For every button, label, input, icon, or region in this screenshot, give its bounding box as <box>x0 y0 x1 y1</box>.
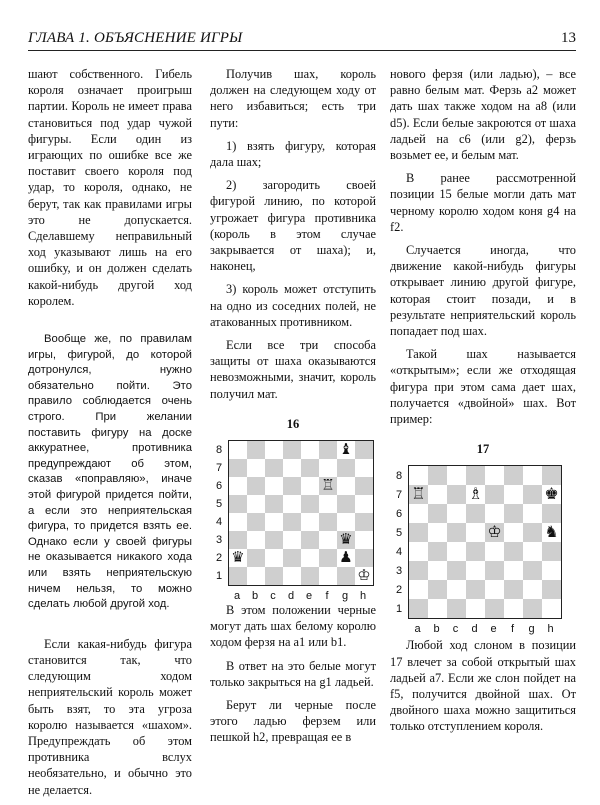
chess-board <box>396 465 566 637</box>
file-label: a <box>414 623 421 636</box>
diagram-number: 17 <box>476 442 490 457</box>
file-label: e <box>490 623 497 636</box>
rank-label: 3 <box>396 564 403 577</box>
board-square <box>355 531 373 549</box>
board-square <box>485 466 504 485</box>
board-square <box>485 504 504 523</box>
board-square <box>466 523 485 542</box>
board-square <box>523 466 542 485</box>
board-square <box>265 459 283 477</box>
board-square <box>319 513 337 531</box>
board-square <box>337 513 355 531</box>
board-square <box>247 549 265 567</box>
rank-label: 6 <box>216 480 223 493</box>
rank-label: 7 <box>216 462 223 475</box>
board-square <box>428 504 447 523</box>
file-label: b <box>251 590 259 603</box>
paragraph: Случается иногда, что движение какой-нибудь фигуры открывает линию другой фигуре, которая стоит позади, и в результате неприятельский король попадает под шах. <box>390 243 576 339</box>
board-square <box>355 477 373 495</box>
board-square <box>466 599 485 618</box>
board-square <box>337 459 355 477</box>
board-square <box>523 523 542 542</box>
board-square <box>428 599 447 618</box>
file-label: f <box>325 590 329 603</box>
board-square <box>504 561 523 580</box>
rank-label: 8 <box>216 444 223 457</box>
board-square <box>283 531 301 549</box>
board-square <box>355 495 373 513</box>
rank-label: 2 <box>396 583 403 596</box>
board-square <box>301 513 319 531</box>
rank-label: 2 <box>216 552 223 565</box>
chess-piece: ♛ <box>231 548 245 567</box>
board-grid <box>408 465 562 619</box>
board-square <box>247 441 265 459</box>
board-square <box>504 466 523 485</box>
board-square <box>542 580 561 599</box>
rank-label: 5 <box>216 498 223 511</box>
board-square <box>409 466 428 485</box>
board-square <box>301 477 319 495</box>
board-square <box>319 549 337 567</box>
board-grid <box>228 440 374 586</box>
chess-piece: ♟ <box>339 548 353 567</box>
board-square <box>428 485 447 504</box>
board-square <box>485 599 504 618</box>
board-square <box>301 495 319 513</box>
file-label: d <box>471 623 478 636</box>
board-square <box>337 477 355 495</box>
chess-board <box>216 440 376 602</box>
board-square <box>447 485 466 504</box>
board-square <box>265 441 283 459</box>
chess-piece: ♔ <box>357 566 371 585</box>
chapter-title: ГЛАВА 1. ОБЪЯСНЕНИЕ ИГРЫ <box>28 30 243 46</box>
file-label: c <box>270 590 276 603</box>
paragraph: Получив шах, король должен на следующем ходу от него избавиться; есть три пути: <box>210 67 376 130</box>
board-square <box>523 599 542 618</box>
board-square <box>542 561 561 580</box>
board-square <box>247 513 265 531</box>
file-label: b <box>433 623 440 636</box>
board-square <box>265 477 283 495</box>
board-square <box>409 599 428 618</box>
board-square <box>504 504 523 523</box>
board-square <box>523 485 542 504</box>
board-square <box>283 567 301 585</box>
file-label: d <box>287 590 295 603</box>
board-square <box>504 580 523 599</box>
paragraph: Такой шах называется «открытым»; если же отходящая фигура при этом сама дает шах, получается «двойной» шах. Вот пример: <box>390 347 576 427</box>
board-square <box>542 542 561 561</box>
board-square <box>447 523 466 542</box>
board-square <box>247 531 265 549</box>
rank-label: 4 <box>216 516 223 529</box>
board-square <box>504 542 523 561</box>
board-square <box>283 495 301 513</box>
text-column-3 <box>390 66 576 742</box>
file-label: h <box>359 590 367 603</box>
board-square <box>485 561 504 580</box>
board-square <box>504 523 523 542</box>
board-square <box>447 561 466 580</box>
paragraph: В ответ на это белые могут только закрыться на g1 ладьей. <box>210 658 376 689</box>
board-square <box>409 504 428 523</box>
text-column-2 <box>210 66 376 753</box>
board-square <box>542 466 561 485</box>
board-square <box>229 531 247 549</box>
diagram-16 <box>210 416 376 602</box>
board-square <box>229 513 247 531</box>
paragraph: Любой ход слоном в позиции 17 влечет за собой открытый шах ладьей a7. Если же слон пойдет на f5, получится двойной шах. От двойного шаха можно защититься только отступлением короля. <box>390 638 576 734</box>
rank-label: 1 <box>216 570 223 583</box>
chess-piece: ♔ <box>487 522 502 542</box>
board-square <box>409 542 428 561</box>
paragraph: нового ферзя (или ладью), – все равно белым мат. Ферзь a2 может дать шах также ходом на a8 (или d5). Если белые закроются от шаха ладьей на c6 (или g2), ферзь возьмет ее, и белым мат. <box>390 67 576 163</box>
board-square <box>447 466 466 485</box>
board-square <box>283 477 301 495</box>
board-square <box>523 542 542 561</box>
file-label: f <box>510 623 515 636</box>
board-square <box>301 549 319 567</box>
board-square <box>466 542 485 561</box>
file-label: g <box>341 590 349 603</box>
board-square <box>542 599 561 618</box>
board-square <box>301 441 319 459</box>
board-square <box>265 567 283 585</box>
board-square <box>247 567 265 585</box>
paragraph: В ранее рассмотренной позиции 15 белые могли дать мат черному королю ходом коня g4 на f2. <box>390 171 576 234</box>
board-square <box>355 513 373 531</box>
page-header <box>28 24 576 51</box>
board-square <box>447 580 466 599</box>
paragraph: 1) взять фигуру, которая дала шах; <box>210 138 376 170</box>
file-label: c <box>452 623 459 636</box>
board-square <box>485 485 504 504</box>
board-square <box>428 561 447 580</box>
text-column-1 <box>28 66 192 805</box>
file-label: a <box>233 590 241 603</box>
board-square <box>319 441 337 459</box>
paragraph: Берут ли черные после этого ладью ферзем или пешкой h2, превращая ее в <box>210 698 376 745</box>
board-square <box>229 567 247 585</box>
board-square <box>447 504 466 523</box>
board-square <box>301 531 319 549</box>
board-square <box>447 542 466 561</box>
board-square <box>337 567 355 585</box>
file-label: h <box>547 623 554 636</box>
paragraph: шают собственного. Гибель короля означает проигрыш партии. Король не имеет права становиться под удар чужой фигуры. Если один из играющих по ошибке все же поставит своего короля под удар, то короля, однако, не берут, так как правилами игры это не допускается. Сделавшему неправильный ход указывают лишь на его ошибку, и он должен сделать какой-нибудь другой ход королем. <box>28 67 192 308</box>
board-square <box>229 441 247 459</box>
board-square <box>247 477 265 495</box>
rank-label: 6 <box>396 507 403 520</box>
rank-label: 5 <box>396 526 403 539</box>
board-square <box>466 504 485 523</box>
rank-label: 4 <box>396 545 403 558</box>
board-square <box>265 495 283 513</box>
chess-piece: ♝ <box>339 440 353 459</box>
board-square <box>337 495 355 513</box>
board-square <box>523 561 542 580</box>
board-square <box>428 542 447 561</box>
diagram-17 <box>390 441 576 637</box>
chess-piece: ♖ <box>321 476 335 495</box>
board-square <box>355 441 373 459</box>
board-square <box>355 459 373 477</box>
board-square <box>409 523 428 542</box>
board-square <box>283 513 301 531</box>
board-square <box>485 542 504 561</box>
board-square <box>247 459 265 477</box>
board-square <box>447 599 466 618</box>
chess-piece: ♞ <box>544 522 559 542</box>
chess-piece: ♗ <box>468 484 483 504</box>
board-square <box>265 549 283 567</box>
rank-label: 1 <box>396 602 403 615</box>
chess-piece: ♛ <box>339 530 353 549</box>
board-square <box>428 580 447 599</box>
board-square <box>319 567 337 585</box>
board-square <box>466 580 485 599</box>
board-square <box>355 549 373 567</box>
board-square <box>466 561 485 580</box>
board-square <box>265 513 283 531</box>
page-number: 13 <box>561 30 576 46</box>
paragraph: 2) загородить своей фигурой линию, по которой угрожает фигура противника (король в этом случае закрывается от шаха); и, наконец, <box>210 178 376 274</box>
paragraph: Если все три способа защиты от шаха оказываются невозможными, значит, король получил мат. <box>210 338 376 401</box>
rank-label: 3 <box>216 534 223 547</box>
board-square <box>409 580 428 599</box>
board-square <box>485 580 504 599</box>
board-square <box>319 459 337 477</box>
board-square <box>229 495 247 513</box>
board-square <box>409 561 428 580</box>
board-square <box>504 485 523 504</box>
chess-piece: ♚ <box>544 484 559 504</box>
board-square <box>229 459 247 477</box>
board-square <box>283 549 301 567</box>
file-label: g <box>528 623 535 636</box>
diagram-number: 16 <box>286 416 300 431</box>
board-square <box>428 466 447 485</box>
paragraph: 3) король может отступить на одно из соседних полей, не атакованных противником. <box>210 282 376 329</box>
board-square <box>247 495 265 513</box>
paragraph: Если какая-нибудь фигура становится так, что следующим ходом неприятельский король может быть взят, то эта угроза королю называется «шахом». Предупреждать об этом противника вслух необязательно, и обычно это не делается. <box>28 636 192 797</box>
rank-label: 8 <box>396 469 403 482</box>
board-square <box>301 567 319 585</box>
board-square <box>265 531 283 549</box>
board-square <box>283 459 301 477</box>
board-square <box>523 504 542 523</box>
board-square <box>523 580 542 599</box>
board-square <box>319 495 337 513</box>
board-square <box>319 531 337 549</box>
file-label: e <box>305 590 313 603</box>
board-square <box>283 441 301 459</box>
rank-label: 7 <box>396 488 403 501</box>
paragraph: Вообще же, по правилам игры, фигурой, до которой дотронулся, нужно обязательно пойти. Это правило соблюдается очень строго. При желании поставить фигуру на доске аккуратнее, противника предупреждают об этом, сказав «поправляю», иначе этой фигурой придется пойти, а если это неприятельская фигура, то придется взять ее. Однако если у своей фигуры не оказывается никакого хода или взять неприятельскую ничем нельзя, то можно сделать любой другой ход. <box>28 333 192 611</box>
board-square <box>229 477 247 495</box>
board-square <box>466 466 485 485</box>
board-square <box>301 459 319 477</box>
board-square <box>428 523 447 542</box>
board-square <box>504 599 523 618</box>
chess-piece: ♖ <box>411 484 426 504</box>
paragraph: В этом положении черные могут дать шах белому королю ходом ферзя на a1 или b1. <box>210 603 376 650</box>
board-square <box>542 504 561 523</box>
